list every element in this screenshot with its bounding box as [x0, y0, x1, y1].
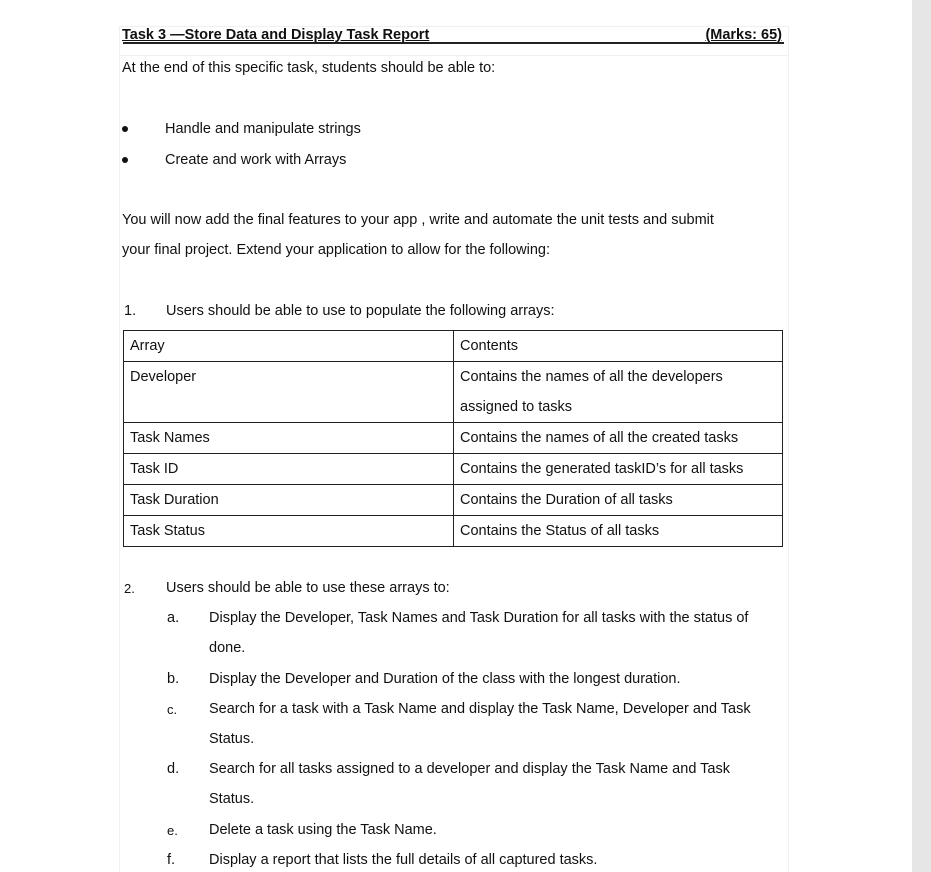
paragraph-line: your final project. Extend your application to allow for the following:	[122, 242, 550, 258]
list-item-line: Display the Developer and Duration of the class with the longest duration.	[209, 671, 681, 687]
table-cell-array: Task ID	[124, 454, 454, 485]
table-cell-array: Developer	[124, 362, 454, 423]
task-title: Task 3 —Store Data and Display Task Report	[122, 27, 430, 43]
table-header-cell: Contents	[454, 331, 783, 362]
list-item-line: Display the Developer, Task Names and Task Duration for all tasks with the status of	[209, 610, 749, 626]
table-header-cell: Array	[124, 331, 454, 362]
list-letter: b.	[167, 671, 180, 687]
arrays-table	[123, 330, 783, 547]
outcome-item: Handle and manipulate strings	[165, 121, 361, 137]
table-cell-contents: Contains the names of all the created tasks	[454, 423, 783, 454]
outcome-item: Create and work with Arrays	[165, 152, 347, 168]
section-number: 1.	[124, 303, 137, 319]
table-row	[124, 454, 783, 485]
list-item-line: Display a report that lists the full details of all captured tasks.	[209, 852, 598, 868]
list-letter: f.	[167, 852, 176, 868]
table-cell-array: Task Status	[124, 516, 454, 547]
table-row	[124, 516, 783, 547]
table-row	[124, 362, 783, 423]
list-letter: a.	[167, 610, 180, 626]
list-item-line: Search for a task with a Task Name and display the Task Name, Developer and Task	[209, 701, 751, 717]
table-cell-contents: Contains the Duration of all tasks	[454, 485, 783, 516]
table-cell-line: assigned to tasks	[460, 399, 573, 415]
table-row	[124, 423, 783, 454]
section-heading: Users should be able to use to populate the following arrays:	[166, 303, 555, 319]
list-letter: c.	[167, 702, 178, 717]
scrollbar-track[interactable]	[912, 0, 931, 872]
intro-text: At the end of this specific task, students should be able to:	[122, 60, 496, 76]
list-item-line: Delete a task using the Task Name.	[209, 822, 437, 838]
section-heading: Users should be able to use these arrays to:	[166, 580, 450, 596]
list-item-line: Status.	[209, 731, 255, 747]
table-cell-contents	[454, 362, 783, 423]
task-marks: (Marks: 65)	[705, 27, 782, 43]
list-item-line: done.	[209, 640, 246, 656]
paragraph-line: You will now add the final features to your app , write and automate the unit tests and submit	[122, 212, 714, 228]
table-cell-array: Task Duration	[124, 485, 454, 516]
bullet-icon	[122, 157, 128, 163]
table-cell-array: Task Names	[124, 423, 454, 454]
list-item-line: Search for all tasks assigned to a developer and display the Task Name and Task	[209, 761, 730, 777]
table-cell-contents: Contains the generated taskID’s for all tasks	[454, 454, 783, 485]
table-cell-line: Contains the names of all the developers	[460, 369, 723, 385]
section-number: 2.	[124, 581, 135, 596]
list-letter: e.	[167, 823, 178, 838]
table-header-row	[124, 331, 783, 362]
table-row	[124, 485, 783, 516]
list-item-line: Status.	[209, 791, 255, 807]
list-letter: d.	[167, 761, 180, 777]
table-cell-contents: Contains the Status of all tasks	[454, 516, 783, 547]
bullet-icon	[122, 126, 128, 132]
